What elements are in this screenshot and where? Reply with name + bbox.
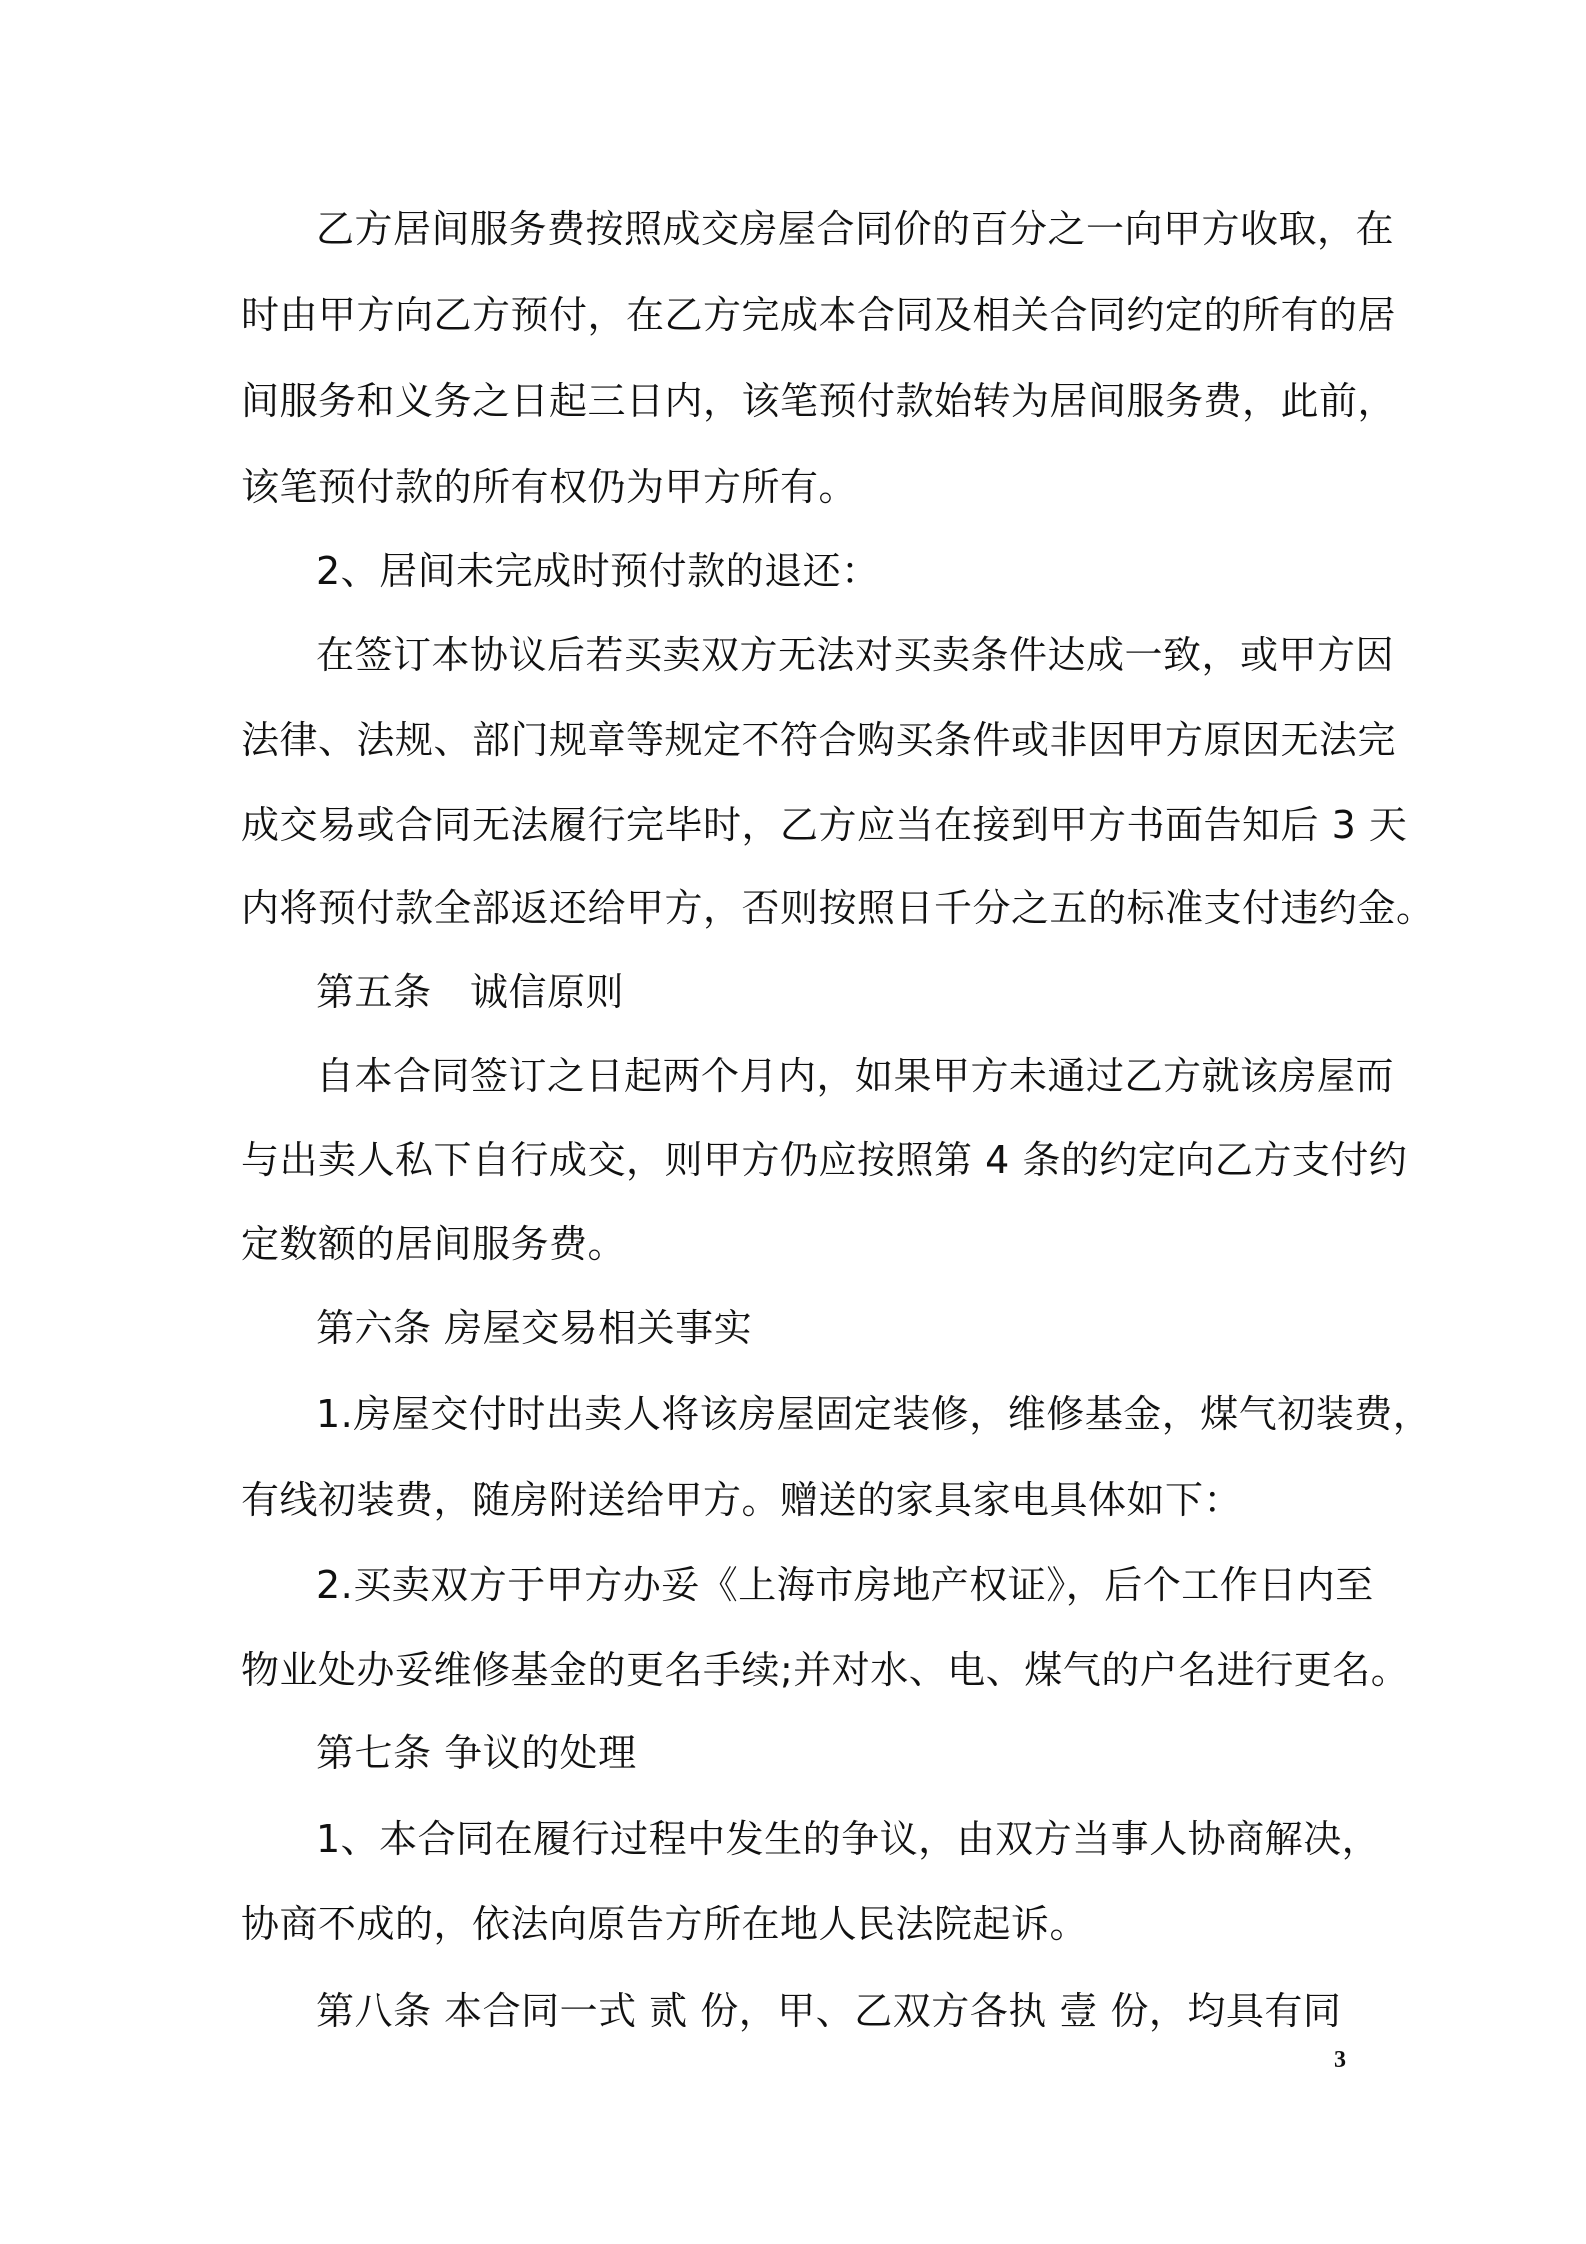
- paragraph-line: 间服务和义务之日起三日内，该笔预付款始转为居间服务费，此前，: [241, 379, 1397, 423]
- paragraph-line: 乙方居间服务费按照成交房屋合同价的百分之一向甲方收取，在: [316, 207, 1395, 251]
- paragraph-line: 该笔预付款的所有权仍为甲方所有。: [241, 465, 858, 509]
- article-heading: 第五条 诚信原则: [316, 970, 625, 1014]
- paragraph-line: 2.买卖双方于甲方办妥《上海市房地产权证》，后个工作日内至: [316, 1563, 1374, 1607]
- paragraph-line: 定数额的居间服务费。: [241, 1222, 627, 1266]
- page-number: 3: [1334, 2047, 1346, 2073]
- paragraph-line: 成交易或合同无法履行完毕时，乙方应当在接到甲方书面告知后 3 天: [241, 803, 1408, 847]
- paragraph-line: 有线初装费，随房附送给甲方。赠送的家具家电具体如下：: [241, 1478, 1243, 1522]
- paragraph-line: 内将预付款全部返还给甲方，否则按照日千分之五的标准支付违约金。: [241, 886, 1435, 930]
- paragraph-line: 在签订本协议后若买卖双方无法对买卖条件达成一致，或甲方因: [316, 633, 1395, 677]
- article-heading: 第八条 本合同一式 贰 份，甲、乙双方各执 壹 份，均具有同: [316, 1989, 1342, 2033]
- paragraph-line: 法律、法规、部门规章等规定不符合购买条件或非因甲方原因无法完: [241, 718, 1397, 762]
- paragraph-line: 自本合同签订之日起两个月内，如果甲方未通过乙方就该房屋而: [316, 1054, 1395, 1098]
- paragraph-line: 1、本合同在履行过程中发生的争议，由双方当事人协商解决，: [316, 1817, 1381, 1861]
- paragraph-line: 与出卖人私下自行成交，则甲方仍应按照第 4 条的约定向乙方支付约: [241, 1138, 1408, 1182]
- paragraph-line: 协商不成的，依法向原告方所在地人民法院起诉。: [241, 1902, 1089, 1946]
- article-heading: 第七条 争议的处理: [316, 1731, 637, 1775]
- paragraph-line: 时由甲方向乙方预付，在乙方完成本合同及相关合同约定的所有的居: [241, 293, 1397, 337]
- paragraph-line: 1.房屋交付时出卖人将该房屋固定装修，维修基金，煤气初装费，: [316, 1392, 1432, 1436]
- subsection-heading: 2、居间未完成时预付款的退还：: [316, 549, 880, 593]
- article-heading: 第六条 房屋交易相关事实: [316, 1306, 753, 1350]
- paragraph-line: 物业处办妥维修基金的更名手续;并对水、电、煤气的户名进行更名。: [241, 1648, 1410, 1692]
